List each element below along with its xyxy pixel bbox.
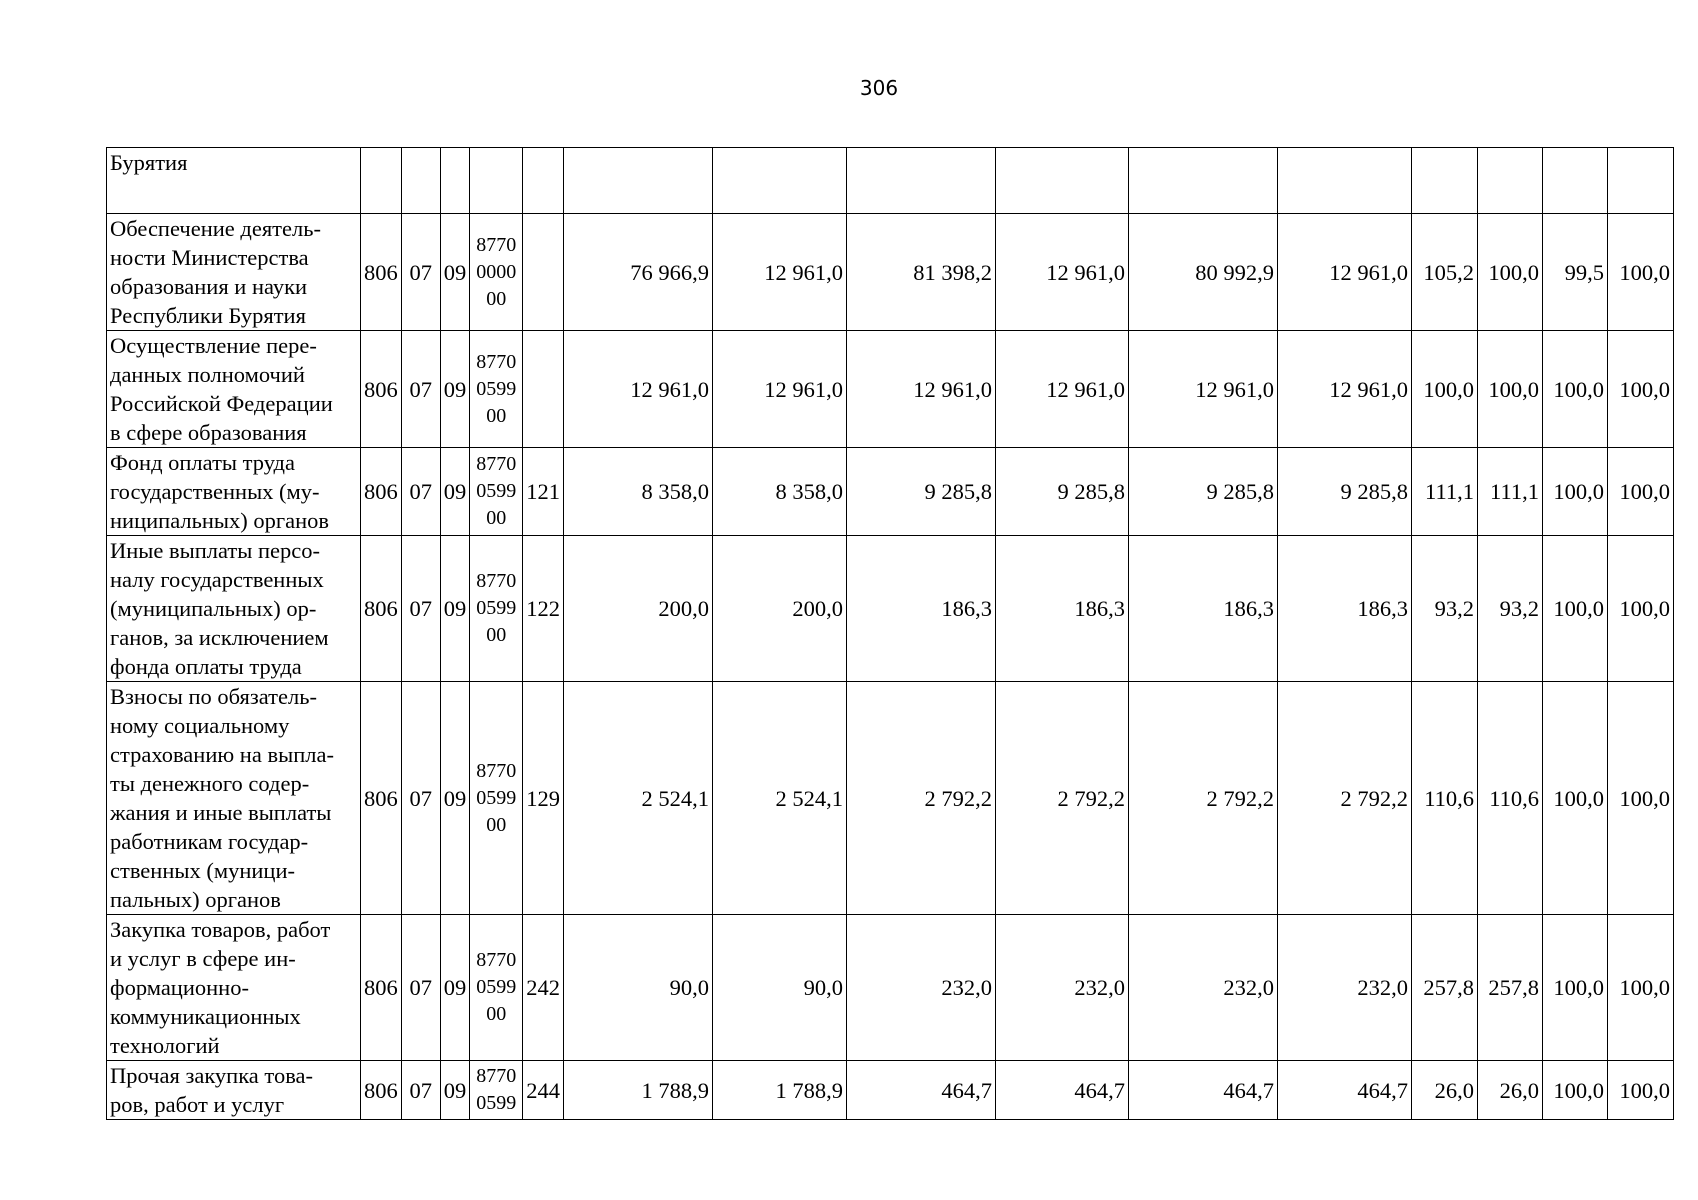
target-article-part: 8770	[476, 1065, 517, 1087]
percent-p1: 111,1	[1412, 448, 1478, 536]
expense-type-code: 244	[523, 1061, 564, 1120]
target-article-part: 00	[486, 1003, 507, 1025]
percent-p2: 110,6	[1478, 682, 1543, 915]
target-article-part: 8770	[476, 233, 517, 256]
amount-v5: 186,3	[1129, 536, 1278, 682]
percent-p1: 26,0	[1412, 1061, 1478, 1120]
item-name-line: пальных) органов	[110, 887, 281, 912]
amount-v2: 90,0	[713, 915, 847, 1061]
item-name-line: технологий	[110, 1033, 220, 1058]
table-row	[107, 536, 1674, 682]
amount-v3: 9 285,8	[847, 448, 996, 536]
continuation-label: Бурятия	[107, 148, 361, 214]
table-row	[107, 214, 1674, 331]
percent-p4: 100,0	[1608, 1061, 1674, 1120]
target-article-part: 00	[486, 287, 507, 310]
ministry-code: 806	[361, 536, 402, 682]
target-article-part: 00	[486, 624, 507, 646]
item-name-line: данных полномочий	[110, 362, 305, 387]
table-row	[107, 915, 1674, 1061]
percent-p3: 100,0	[1543, 1061, 1608, 1120]
amount-v6: 232,0	[1278, 915, 1412, 1061]
target-article-code	[470, 536, 523, 682]
target-article-code	[470, 1061, 523, 1120]
empty-cell	[361, 148, 402, 214]
item-name-line: Российской Федерации	[110, 391, 333, 416]
amount-v1: 200,0	[564, 536, 713, 682]
item-name-line: и услуг в сфере ин-	[110, 946, 296, 971]
target-article-part: 0599	[476, 597, 517, 619]
section-code: 07	[401, 331, 440, 448]
percent-p4: 100,0	[1608, 214, 1674, 331]
item-name-line: государственных (му-	[110, 479, 320, 504]
empty-cell	[1129, 148, 1278, 214]
percent-p2: 100,0	[1478, 214, 1543, 331]
item-name-line: жания и иные выплаты	[110, 800, 332, 825]
empty-cell	[401, 148, 440, 214]
amount-v5: 464,7	[1129, 1061, 1278, 1120]
target-article-part: 00	[486, 507, 507, 529]
item-name-line: Обеспечение деятель-	[110, 216, 321, 241]
expense-type-code: 121	[523, 448, 564, 536]
target-article-code	[470, 448, 523, 536]
amount-v4: 12 961,0	[996, 214, 1129, 331]
item-name-line: ности Министерства	[110, 245, 309, 270]
target-article-code	[470, 682, 523, 915]
percent-p2: 26,0	[1478, 1061, 1543, 1120]
amount-v3: 2 792,2	[847, 682, 996, 915]
item-name-line: Республики Бурятия	[110, 303, 306, 328]
expense-type-code: 122	[523, 536, 564, 682]
ministry-code: 806	[361, 448, 402, 536]
item-name-line: (муниципальных) ор-	[110, 596, 317, 621]
empty-cell	[1412, 148, 1478, 214]
amount-v5: 12 961,0	[1129, 331, 1278, 448]
empty-cell	[1608, 148, 1674, 214]
section-code: 07	[401, 448, 440, 536]
subsection-code: 09	[440, 1061, 470, 1120]
percent-p3: 100,0	[1543, 331, 1608, 448]
item-name	[107, 682, 361, 915]
section-code: 07	[401, 536, 440, 682]
percent-p4: 100,0	[1608, 682, 1674, 915]
item-name-line: ты денежного содер-	[110, 771, 310, 796]
item-name	[107, 1061, 361, 1120]
target-article-part: 0000	[476, 260, 517, 283]
empty-cell	[713, 148, 847, 214]
amount-v6: 12 961,0	[1278, 214, 1412, 331]
item-name-line: Закупка товаров, работ	[110, 917, 331, 942]
item-name-line: образования и науки	[110, 274, 308, 299]
table-row	[107, 682, 1674, 915]
target-article-code	[470, 915, 523, 1061]
target-article-part: 8770	[476, 570, 517, 592]
item-name-line: Прочая закупка това-	[110, 1063, 314, 1088]
empty-cell	[440, 148, 470, 214]
item-name-line: Взносы по обязатель-	[110, 684, 317, 709]
amount-v6: 12 961,0	[1278, 331, 1412, 448]
section-code: 07	[401, 1061, 440, 1120]
amount-v5: 9 285,8	[1129, 448, 1278, 536]
empty-cell	[1478, 148, 1543, 214]
percent-p1: 257,8	[1412, 915, 1478, 1061]
percent-p2: 257,8	[1478, 915, 1543, 1061]
table-body	[107, 148, 1674, 1120]
amount-v6: 464,7	[1278, 1061, 1412, 1120]
subsection-code: 09	[440, 214, 470, 331]
amount-v2: 8 358,0	[713, 448, 847, 536]
item-name	[107, 331, 361, 448]
amount-v1: 76 966,9	[564, 214, 713, 331]
percent-p4: 100,0	[1608, 536, 1674, 682]
amount-v2: 12 961,0	[713, 331, 847, 448]
target-article-part: 00	[486, 404, 507, 427]
expense-type-code	[523, 331, 564, 448]
item-name-line: страхованию на выпла-	[110, 742, 334, 767]
target-article-part: 8770	[476, 453, 517, 475]
amount-v5: 232,0	[1129, 915, 1278, 1061]
target-article-part: 8770	[476, 350, 517, 373]
amount-v6: 9 285,8	[1278, 448, 1412, 536]
expense-type-code: 129	[523, 682, 564, 915]
item-name-line: ному социальному	[110, 713, 290, 738]
amount-v2: 12 961,0	[713, 214, 847, 331]
section-code: 07	[401, 682, 440, 915]
amount-v3: 464,7	[847, 1061, 996, 1120]
item-name-line: фонда оплаты труда	[110, 654, 302, 679]
amount-v1: 1 788,9	[564, 1061, 713, 1120]
empty-cell	[523, 148, 564, 214]
item-name-line: работникам государ-	[110, 829, 309, 854]
page-number: 306	[859, 76, 899, 100]
empty-cell	[564, 148, 713, 214]
item-name-line: ственных (муници-	[110, 858, 296, 883]
amount-v2: 2 524,1	[713, 682, 847, 915]
target-article-code	[470, 214, 523, 331]
amount-v4: 2 792,2	[996, 682, 1129, 915]
item-name-line: ганов, за исключением	[110, 625, 329, 650]
amount-v3: 232,0	[847, 915, 996, 1061]
item-name-line: ниципальных) органов	[110, 508, 330, 533]
percent-p3: 100,0	[1543, 536, 1608, 682]
empty-cell	[996, 148, 1129, 214]
percent-p3: 99,5	[1543, 214, 1608, 331]
amount-v3: 12 961,0	[847, 331, 996, 448]
percent-p2: 93,2	[1478, 536, 1543, 682]
ministry-code: 806	[361, 1061, 402, 1120]
amount-v2: 200,0	[713, 536, 847, 682]
amount-v1: 90,0	[564, 915, 713, 1061]
ministry-code: 806	[361, 331, 402, 448]
percent-p3: 100,0	[1543, 682, 1608, 915]
subsection-code: 09	[440, 448, 470, 536]
amount-v4: 12 961,0	[996, 331, 1129, 448]
empty-cell	[470, 148, 523, 214]
amount-v6: 186,3	[1278, 536, 1412, 682]
item-name-line: Осуществление пере-	[110, 333, 317, 358]
target-article-part: 0599	[476, 976, 517, 998]
item-name-line: Фонд оплаты труда	[110, 450, 295, 475]
amount-v2: 1 788,9	[713, 1061, 847, 1120]
subsection-code: 09	[440, 536, 470, 682]
percent-p1: 93,2	[1412, 536, 1478, 682]
percent-p1: 110,6	[1412, 682, 1478, 915]
percent-p3: 100,0	[1543, 448, 1608, 536]
amount-v1: 8 358,0	[564, 448, 713, 536]
item-name	[107, 214, 361, 331]
item-name	[107, 536, 361, 682]
subsection-code: 09	[440, 682, 470, 915]
item-name-line: ров, работ и услуг	[110, 1092, 285, 1117]
subsection-code: 09	[440, 331, 470, 448]
expense-type-code: 242	[523, 915, 564, 1061]
item-name-line: коммуникационных	[110, 1004, 301, 1029]
continuation-row	[107, 148, 1674, 214]
amount-v3: 81 398,2	[847, 214, 996, 331]
target-article-part: 00	[486, 813, 507, 836]
amount-v4: 464,7	[996, 1061, 1129, 1120]
percent-p2: 111,1	[1478, 448, 1543, 536]
amount-v1: 12 961,0	[564, 331, 713, 448]
target-article-part: 8770	[476, 949, 517, 971]
amount-v6: 2 792,2	[1278, 682, 1412, 915]
target-article-part: 0599	[476, 786, 517, 809]
expense-type-code	[523, 214, 564, 331]
table-row	[107, 331, 1674, 448]
target-article-part: 8770	[476, 759, 517, 782]
section-code: 07	[401, 214, 440, 331]
amount-v5: 80 992,9	[1129, 214, 1278, 331]
table-row	[107, 448, 1674, 536]
target-article-code	[470, 331, 523, 448]
percent-p2: 100,0	[1478, 331, 1543, 448]
ministry-code: 806	[361, 214, 402, 331]
percent-p3: 100,0	[1543, 915, 1608, 1061]
subsection-code: 09	[440, 915, 470, 1061]
empty-cell	[1278, 148, 1412, 214]
amount-v4: 9 285,8	[996, 448, 1129, 536]
percent-p1: 105,2	[1412, 214, 1478, 331]
budget-table	[106, 147, 1674, 1120]
percent-p1: 100,0	[1412, 331, 1478, 448]
table-row	[107, 1061, 1674, 1120]
amount-v3: 186,3	[847, 536, 996, 682]
item-name-line: Иные выплаты персо-	[110, 538, 321, 563]
target-article-part: 0599	[476, 377, 517, 400]
item-name	[107, 915, 361, 1061]
section-code: 07	[401, 915, 440, 1061]
ministry-code: 806	[361, 915, 402, 1061]
item-name-line: налу государственных	[110, 567, 324, 592]
target-article-part: 0599	[476, 480, 517, 502]
percent-p4: 100,0	[1608, 331, 1674, 448]
amount-v5: 2 792,2	[1129, 682, 1278, 915]
percent-p4: 100,0	[1608, 448, 1674, 536]
percent-p4: 100,0	[1608, 915, 1674, 1061]
item-name-line: в сфере образования	[110, 420, 307, 445]
amount-v4: 232,0	[996, 915, 1129, 1061]
empty-cell	[847, 148, 996, 214]
target-article-part: 0599	[476, 1092, 517, 1114]
ministry-code: 806	[361, 682, 402, 915]
item-name	[107, 448, 361, 536]
amount-v4: 186,3	[996, 536, 1129, 682]
amount-v1: 2 524,1	[564, 682, 713, 915]
item-name-line: формационно-	[110, 975, 249, 1000]
empty-cell	[1543, 148, 1608, 214]
